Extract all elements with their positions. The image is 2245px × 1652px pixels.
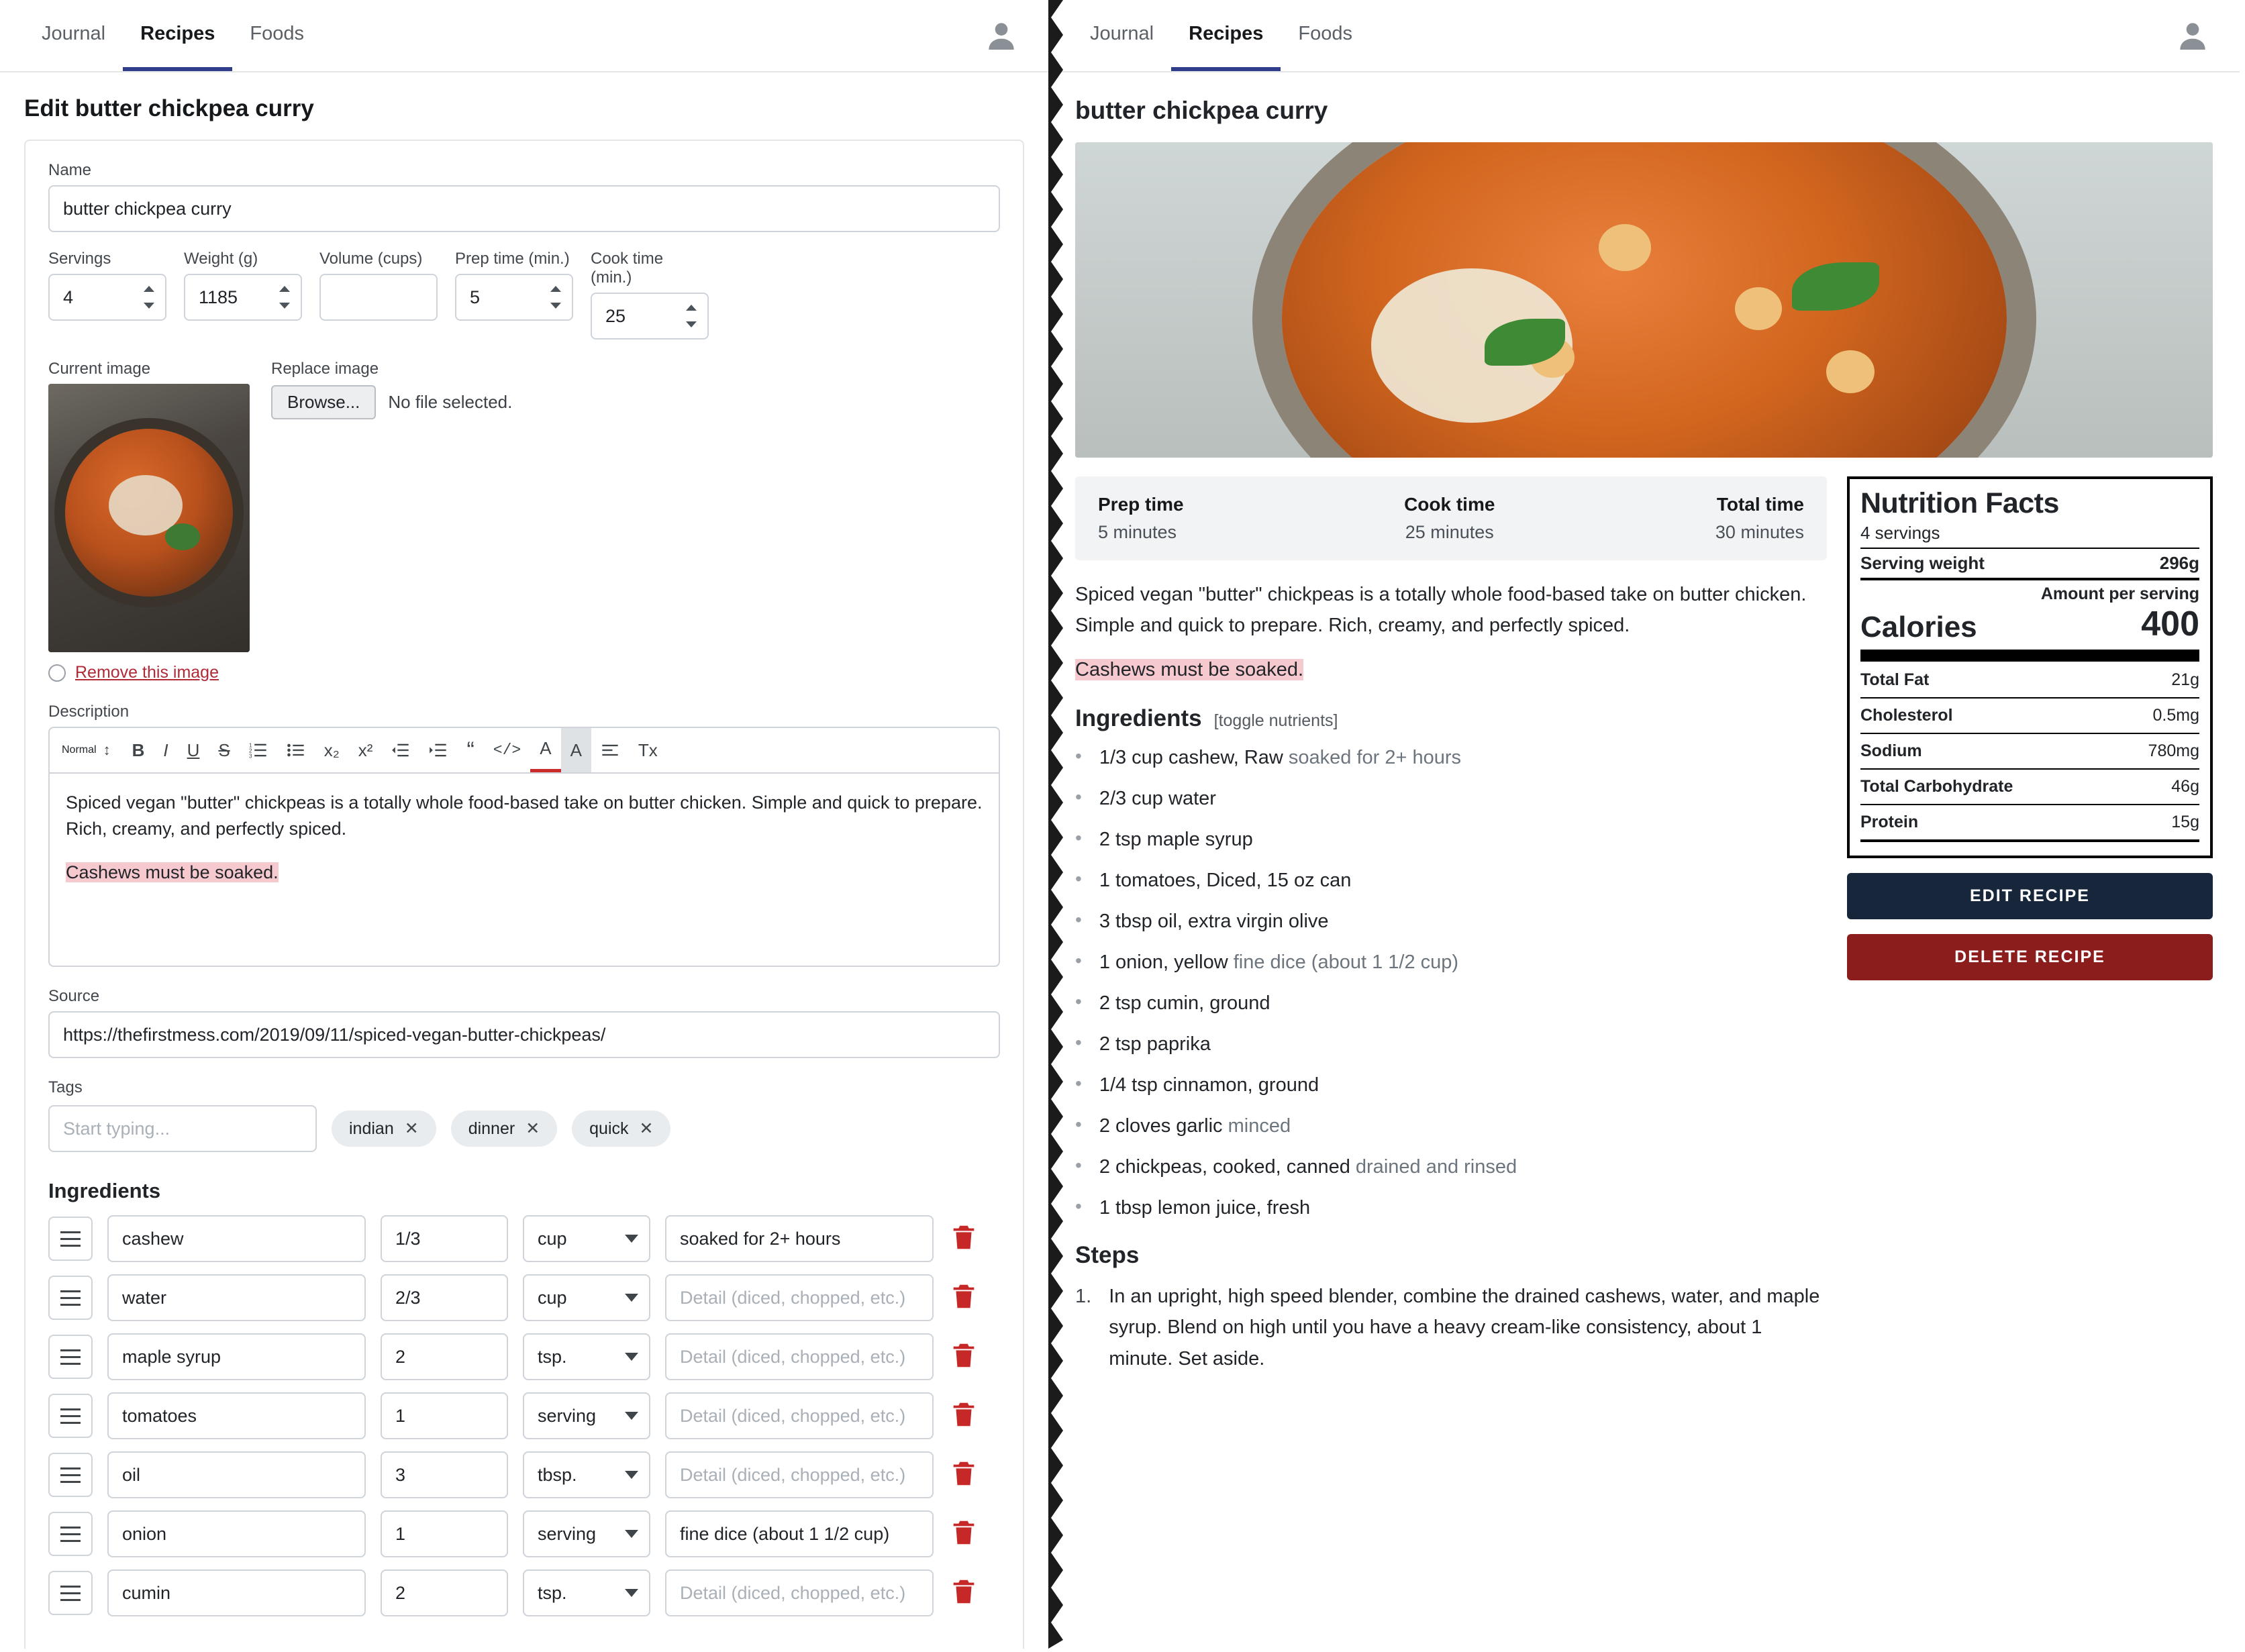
nutrition-row-label: Protein: [1860, 813, 1919, 831]
recipe-times: [1075, 476, 1827, 560]
tab-foods[interactable]: Foods: [250, 22, 304, 44]
step-number: 1.: [1075, 1285, 1092, 1307]
weight-field: [184, 250, 302, 340]
ingredient-text: [1099, 870, 1352, 892]
ingredient-unit-select[interactable]: tsp.: [523, 1569, 650, 1616]
toggle-nutrients-link[interactable]: [toggle nutrients]: [1213, 711, 1338, 730]
ingredient-name-input[interactable]: oil: [107, 1451, 366, 1498]
bullet-icon: •: [1075, 745, 1082, 766]
chevron-down-icon: [625, 1530, 638, 1538]
cook-time-field: [591, 250, 709, 340]
bullet-icon: •: [1075, 1154, 1082, 1176]
ingredient-main: 2 tsp maple syrup: [1099, 828, 1253, 850]
ingredient-list-item: [1075, 992, 1827, 1015]
superscript-button[interactable]: x²: [358, 739, 373, 760]
step-text: In an upright, high speed blender, combine the drained cashews, water, and maple syrup. Blend on high until you have a heavy cream-like consistency, about 1 minute. Set aside.: [1109, 1285, 1820, 1370]
ingredient-detail-input[interactable]: fine dice (about 1 1/2 cup): [665, 1510, 934, 1557]
delete-ingredient-icon[interactable]: [948, 1576, 979, 1610]
tab-foods[interactable]: Foods: [1298, 22, 1352, 44]
nutrition-row-value: 780mg: [2148, 741, 2199, 760]
ingredient-main: 1 onion, yellow: [1099, 951, 1228, 973]
cook-time-input[interactable]: 25: [591, 293, 709, 340]
ingredient-row: [48, 1392, 1000, 1439]
ingredient-quantity-input[interactable]: 1: [381, 1392, 508, 1439]
description-label: Description: [48, 703, 130, 721]
prep-time-field: [455, 250, 573, 340]
ingredient-detail-input[interactable]: Detail (diced, chopped, etc.): [665, 1274, 934, 1321]
drag-handle-icon[interactable]: [48, 1512, 93, 1556]
ingredient-detail-input[interactable]: Detail (diced, chopped, etc.): [665, 1451, 934, 1498]
remove-image-control[interactable]: [48, 663, 250, 682]
bullet-icon: •: [1075, 990, 1082, 1012]
ingredient-list-item: [1075, 1074, 1827, 1096]
source-input[interactable]: https://thefirstmess.com/2019/09/11/spiced-vegan-butter-chickpeas/: [48, 1011, 1000, 1058]
ingredient-unit-select[interactable]: tsp.: [523, 1333, 650, 1380]
tags-input[interactable]: Start typing...: [48, 1105, 317, 1152]
tab-recipes[interactable]: Recipes: [123, 0, 232, 71]
underline-button[interactable]: U: [187, 739, 200, 760]
tab-journal[interactable]: Journal: [1090, 22, 1154, 44]
recipe-description: Spiced vegan "butter" chickpeas is a totally whole food-based take on butter chicken. Simple and quick to prepare. Rich, creamy, and perfectly spiced.: [1075, 584, 1807, 637]
rich-text-toolbar: [48, 727, 1000, 772]
bold-button[interactable]: B: [132, 739, 145, 760]
nutrition-row-value: 21g: [2171, 670, 2199, 689]
chevron-down-icon: [625, 1412, 638, 1420]
text-color-button[interactable]: A: [530, 728, 560, 772]
nutrition-row-label: Total Carbohydrate: [1860, 777, 2013, 796]
delete-ingredient-icon[interactable]: [948, 1222, 979, 1256]
description-section: [48, 703, 1000, 967]
ingredient-row: [48, 1274, 1000, 1321]
recipe-body: [1075, 476, 2213, 1374]
ingredient-main: 2 cloves garlic: [1099, 1115, 1223, 1137]
ingredient-detail: fine dice (about 1 1/2 cup): [1228, 951, 1459, 973]
tag-remove-icon[interactable]: ✕: [526, 1119, 540, 1138]
ingredient-unit-select[interactable]: tbsp.: [523, 1451, 650, 1498]
total-time-value: 30 minutes: [1715, 522, 1804, 542]
ingredient-detail-input[interactable]: Detail (diced, chopped, etc.): [665, 1569, 934, 1616]
ingredient-text: [1099, 747, 1461, 769]
bullet-icon: •: [1075, 827, 1082, 848]
delete-ingredient-icon[interactable]: [948, 1340, 979, 1374]
bullet-icon: •: [1075, 1195, 1082, 1217]
prep-time-label: Prep time: [1098, 494, 1184, 515]
nutrition-divider: [1860, 839, 2199, 842]
cook-time-stepper[interactable]: [685, 305, 698, 327]
drag-handle-icon[interactable]: [48, 1335, 93, 1379]
bullet-icon: •: [1075, 909, 1082, 930]
tag-chip[interactable]: [332, 1111, 436, 1147]
remove-image-radio[interactable]: [48, 664, 66, 682]
prep-time-value: 5 minutes: [1098, 522, 1177, 542]
serving-weight-label: Serving weight: [1860, 553, 1985, 573]
nutrition-row: [1860, 774, 2199, 800]
nutrition-row: [1860, 667, 2199, 693]
svg-text:3: 3: [248, 753, 252, 760]
ingredient-quantity-input[interactable]: 2/3: [381, 1274, 508, 1321]
strikethrough-button[interactable]: S: [218, 739, 230, 760]
ingredients-section-heading: Ingredients: [48, 1179, 161, 1202]
subscript-button[interactable]: x₂: [323, 739, 340, 760]
ingredient-detail: soaked for 2+ hours: [1283, 746, 1462, 768]
volume-input[interactable]: [319, 274, 438, 321]
serving-weight-value: 296g: [2159, 553, 2199, 573]
remove-image-label[interactable]: Remove this image: [75, 663, 219, 682]
clear-formatting-button[interactable]: Tx: [638, 739, 658, 760]
ingredient-row: [48, 1333, 1000, 1380]
highlight-color-button[interactable]: A: [561, 728, 591, 772]
prep-time-block: [1098, 494, 1184, 543]
ingredient-detail: drained and rinsed: [1350, 1155, 1517, 1178]
ingredient-detail-input[interactable]: soaked for 2+ hours: [665, 1215, 934, 1262]
ingredient-row: [48, 1451, 1000, 1498]
ingredients-heading: Ingredients: [1075, 705, 1202, 731]
delete-ingredient-icon[interactable]: [948, 1399, 979, 1433]
nutrition-row-label: Cholesterol: [1860, 706, 1953, 725]
nutrition-divider: [1860, 804, 2199, 805]
chevron-down-icon: [625, 1471, 638, 1479]
drag-handle-icon[interactable]: [48, 1276, 93, 1320]
ingredient-main: 2 tsp paprika: [1099, 1033, 1211, 1055]
bullet-list-icon[interactable]: [277, 728, 315, 772]
torn-paper-divider: [1048, 0, 1063, 1649]
cook-time-label: Cook time (min.): [591, 250, 664, 287]
ingredient-main: 2 tsp cumin, ground: [1099, 992, 1270, 1014]
source-section: [48, 987, 1000, 1058]
no-file-selected-text: No file selected.: [388, 392, 513, 412]
ingredient-text: [1099, 1115, 1291, 1137]
right-nav-tabs: [1072, 0, 1370, 71]
ingredient-quantity-input[interactable]: 3: [381, 1451, 508, 1498]
total-time-label: Total time: [1716, 494, 1804, 515]
name-input[interactable]: butter chickpea curry: [48, 185, 1000, 232]
steps-list: [1075, 1281, 1827, 1374]
tag-label: quick: [589, 1119, 629, 1138]
tag-remove-icon[interactable]: ✕: [404, 1119, 419, 1138]
ingredient-name-input[interactable]: maple syrup: [107, 1333, 366, 1380]
ingredient-list-item: [1075, 747, 1827, 769]
ingredient-text: [1099, 1197, 1310, 1219]
current-image-label: Current image: [48, 360, 151, 378]
weight-stepper[interactable]: [278, 286, 291, 309]
align-icon[interactable]: [591, 728, 629, 772]
indent-icon[interactable]: [419, 728, 457, 772]
description-highlighted-note: Cashews must be soaked.: [66, 862, 279, 883]
italic-button[interactable]: I: [163, 739, 168, 760]
ingredient-row: [48, 1215, 1000, 1262]
tags-label: Tags: [48, 1078, 83, 1096]
nutrition-rows: [1860, 667, 2199, 842]
volume-field: [319, 250, 438, 340]
outdent-icon[interactable]: [382, 728, 419, 772]
view-recipe-pane: [1048, 0, 2240, 1649]
ingredient-list-item: [1075, 1197, 1827, 1219]
ingredient-quantity-input[interactable]: 1: [381, 1510, 508, 1557]
prep-time-input[interactable]: 5: [455, 274, 573, 321]
style-select-value: Normal: [62, 744, 97, 756]
nutrition-row-label: Total Fat: [1860, 670, 1930, 689]
edit-recipe-button[interactable]: EDIT RECIPE: [1847, 873, 2213, 919]
nutrition-divider: [1860, 697, 2199, 699]
drag-handle-icon[interactable]: [48, 1394, 93, 1438]
ingredient-name-input[interactable]: onion: [107, 1510, 366, 1557]
nutrition-row-label: Sodium: [1860, 741, 1922, 760]
description-paragraph-1: Spiced vegan "butter" chickpeas is a totally whole food-based take on butter chicken. Simple and quick to prepare. Rich, creamy, and perfectly spiced.: [66, 792, 983, 839]
ingredient-list-item: [1075, 1033, 1827, 1055]
servings-field: [48, 250, 166, 340]
ingredient-text: [1099, 1074, 1319, 1096]
tab-recipes[interactable]: Recipes: [1171, 0, 1281, 71]
chevron-down-icon: [625, 1294, 638, 1302]
edit-recipe-pane: [0, 0, 1048, 1649]
ingredient-text: [1099, 992, 1270, 1015]
ingredient-text: [1099, 1033, 1211, 1055]
ingredient-row: [48, 1510, 1000, 1557]
ingredient-list-item: [1075, 829, 1827, 851]
servings-input[interactable]: 4: [48, 274, 166, 321]
ingredient-main: 1/4 tsp cinnamon, ground: [1099, 1074, 1319, 1096]
ingredient-list-item: [1075, 788, 1827, 810]
calories-value: 400: [2141, 605, 2199, 643]
ingredient-detail: minced: [1222, 1115, 1291, 1137]
delete-ingredient-icon[interactable]: [948, 1458, 979, 1492]
ingredient-text: [1099, 911, 1329, 933]
weight-input[interactable]: 1185: [184, 274, 302, 321]
step-item: [1075, 1281, 1827, 1374]
browse-button[interactable]: Browse...: [271, 385, 376, 419]
chevron-down-icon: [625, 1589, 638, 1597]
ingredient-text: [1099, 788, 1216, 810]
chevron-down-icon: [625, 1235, 638, 1243]
cook-time-value: 25 minutes: [1405, 522, 1494, 542]
numeric-fields-row: [48, 250, 1000, 340]
bullet-icon: •: [1075, 868, 1082, 889]
bullet-icon: •: [1075, 1113, 1082, 1135]
nutrition-row-value: 0.5mg: [2152, 706, 2199, 725]
servings-stepper[interactable]: [142, 286, 156, 309]
svg-text:2: 2: [248, 747, 252, 754]
ingredient-name-input[interactable]: cashew: [107, 1215, 366, 1262]
bullet-icon: •: [1075, 1072, 1082, 1094]
ingredient-unit-select[interactable]: cup: [523, 1274, 650, 1321]
amount-per-serving-label: Amount per serving: [2040, 584, 2199, 603]
delete-ingredient-icon[interactable]: [948, 1281, 979, 1315]
tags-section: [48, 1078, 1000, 1152]
ingredient-quantity-input[interactable]: 2: [381, 1333, 508, 1380]
drag-handle-icon[interactable]: [48, 1453, 93, 1497]
recipe-hero-image: [1075, 142, 2213, 458]
nutrition-row: [1860, 738, 2199, 764]
source-label: Source: [48, 987, 100, 1005]
edit-form-card: [24, 140, 1024, 1649]
bullet-icon: •: [1075, 1031, 1082, 1053]
left-navbar: [0, 0, 1048, 72]
ingredient-text: [1099, 1156, 1517, 1178]
ingredient-list-item: [1075, 1156, 1827, 1178]
image-section: [48, 360, 1000, 682]
nutrition-row-value: 46g: [2171, 777, 2199, 796]
delete-recipe-button[interactable]: DELETE RECIPE: [1847, 934, 2213, 980]
nutrition-row-value: 15g: [2171, 813, 2199, 831]
ingredient-list-item: [1075, 951, 1827, 974]
style-select[interactable]: Normal ↕: [62, 741, 111, 758]
drag-handle-icon[interactable]: [48, 1571, 93, 1615]
name-label: Name: [48, 161, 92, 179]
nutrition-title: Nutrition Facts: [1860, 487, 2059, 519]
user-avatar-icon[interactable]: [983, 17, 1020, 54]
left-nav-tabs: [24, 0, 321, 71]
ingredients-list: [1075, 747, 1827, 1219]
tag-chip[interactable]: [572, 1111, 670, 1147]
nutrition-facts-panel: [1847, 476, 2213, 858]
tag-chip[interactable]: [451, 1111, 557, 1147]
ingredient-detail-input[interactable]: Detail (diced, chopped, etc.): [665, 1392, 934, 1439]
nutrition-row: [1860, 703, 2199, 729]
ingredient-unit-select[interactable]: serving: [523, 1510, 650, 1557]
ingredients-header: [1075, 705, 1827, 732]
ingredient-main: 2 chickpeas, cooked, canned: [1099, 1155, 1350, 1178]
recipe-note: Cashews must be soaked.: [1075, 658, 1304, 680]
tag-remove-icon[interactable]: ✕: [639, 1119, 654, 1138]
nutrition-row: [1860, 809, 2199, 835]
ingredient-quantity-input[interactable]: 1/3: [381, 1215, 508, 1262]
bullet-icon: •: [1075, 786, 1082, 807]
chevron-down-icon: [625, 1353, 638, 1361]
user-avatar-icon[interactable]: [2174, 17, 2211, 54]
cook-time-block: [1404, 494, 1495, 543]
ingredient-main: 2/3 cup water: [1099, 787, 1216, 809]
ingredient-unit-select[interactable]: cup: [523, 1215, 650, 1262]
ingredient-quantity-input[interactable]: 2: [381, 1569, 508, 1616]
ingredient-row: [48, 1569, 1000, 1616]
tag-label: dinner: [468, 1119, 515, 1138]
servings-label: Servings: [48, 250, 111, 268]
tab-journal[interactable]: Journal: [42, 22, 106, 44]
ingredient-list-item: [1075, 911, 1827, 933]
nutrition-divider: [1860, 733, 2199, 734]
ingredient-list-item: [1075, 870, 1827, 892]
ingredient-detail-input[interactable]: Detail (diced, chopped, etc.): [665, 1333, 934, 1380]
recipe-title: butter chickpea curry: [1075, 97, 1328, 124]
weight-label: Weight (g): [184, 250, 258, 268]
serving-weight-row: [1860, 553, 2199, 574]
ingredient-text: [1099, 951, 1458, 974]
cook-time-label: Cook time: [1404, 494, 1495, 515]
description-editor[interactable]: [48, 772, 1000, 967]
steps-heading: Steps: [1075, 1241, 1140, 1268]
nutrition-servings: 4 servings: [1860, 523, 1940, 543]
svg-text:1: 1: [248, 742, 252, 749]
calories-label: Calories: [1860, 611, 1977, 643]
prep-time-stepper[interactable]: [549, 286, 562, 309]
replace-image-label: Replace image: [271, 360, 379, 378]
ingredient-list-item: [1075, 1115, 1827, 1137]
code-button[interactable]: </>: [493, 741, 521, 759]
drag-handle-icon[interactable]: [48, 1217, 93, 1261]
tag-label: indian: [349, 1119, 394, 1138]
total-time-block: [1715, 494, 1804, 543]
ordered-list-icon[interactable]: [240, 728, 277, 772]
calories-row: [1860, 604, 2199, 644]
ingredient-main: 1 tbsp lemon juice, fresh: [1099, 1196, 1311, 1219]
ingredient-unit-select[interactable]: serving: [523, 1392, 650, 1439]
delete-ingredient-icon[interactable]: [948, 1517, 979, 1551]
ingredient-main: 1/3 cup cashew, Raw: [1099, 746, 1283, 768]
bullet-icon: •: [1075, 949, 1082, 971]
ingredient-name-input[interactable]: tomatoes: [107, 1392, 366, 1439]
right-navbar: [1048, 0, 2240, 72]
nutrition-divider: [1860, 768, 2199, 770]
blockquote-button[interactable]: “: [466, 737, 475, 763]
prep-time-label: Prep time (min.): [455, 250, 570, 268]
ingredient-main: 1 tomatoes, Diced, 15 oz can: [1099, 869, 1352, 891]
current-image-thumbnail: [48, 384, 250, 652]
ingredient-text: [1099, 829, 1253, 851]
ingredient-name-input[interactable]: water: [107, 1274, 366, 1321]
ingredient-name-input[interactable]: cumin: [107, 1569, 366, 1616]
volume-label: Volume (cups): [319, 250, 423, 268]
page-title: Edit butter chickpea curry: [24, 95, 314, 121]
ingredient-main: 3 tbsp oil, extra virgin olive: [1099, 910, 1329, 932]
ingredient-rows: [48, 1215, 1000, 1616]
